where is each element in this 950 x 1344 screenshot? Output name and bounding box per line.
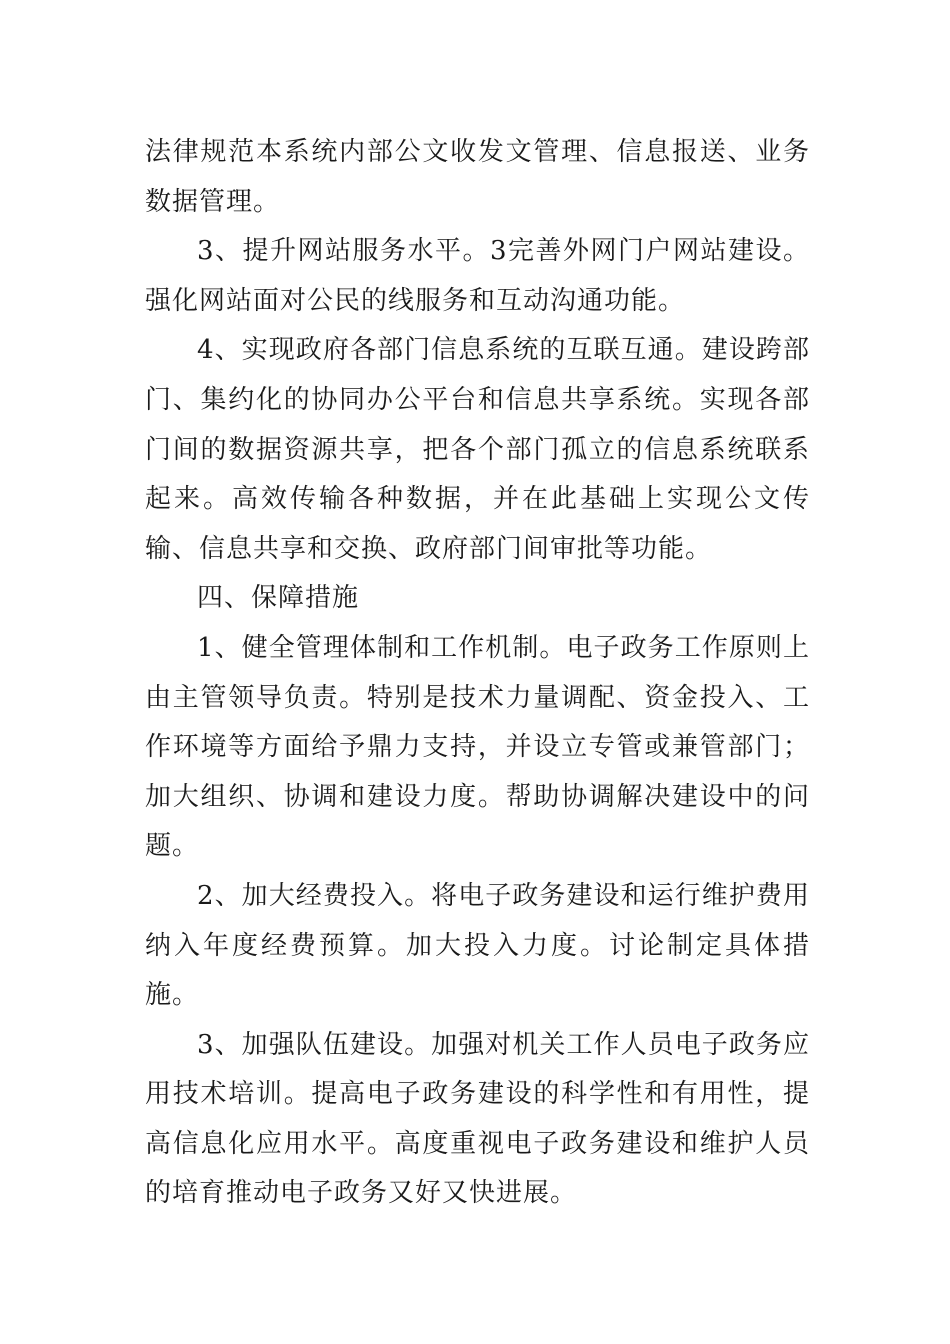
document-body — [145, 128, 810, 1219]
paragraph-item-3-website: 3、提升网站服务水平。3完善外网门户网站建设。强化网站面对公民的线服务和互动沟通功能。 — [145, 236, 810, 316]
paragraph-item-4-interconnection: 4、实现政府各部门信息系统的互联互通。建设跨部门、集约化的协同办公平台和信息共享系统。实现各部门间的数据资源共享，把各个部门孤立的信息系统联系起来。高效传输各种数据，并在此基础上实现公文传输、信息共享和交换、政府部门间审批等功能。 — [145, 335, 810, 564]
paragraph-continuation: 法律规范本系统内部公文收发文管理、信息报送、业务数据管理。 — [145, 137, 810, 217]
paragraph-safeguard-2: 2、加大经费投入。将电子政务建设和运行维护费用纳入年度经费预算。加大投入力度。讨论制定具体措施。 — [145, 880, 810, 1011]
section-heading-safeguards: 四、保障措施 — [197, 583, 360, 614]
paragraph-safeguard-3: 3、加强队伍建设。加强对机关工作人员电子政务应用技术培训。提高电子政务建设的科学性和有用性，提高信息化应用水平。高度重视电子政务建设和维护人员的培育推动电子政务又好又快进展。 — [145, 1029, 810, 1209]
paragraph-safeguard-1: 1、健全管理体制和工作机制。电子政务工作原则上由主管领导负责。特别是技术力量调配、资金投入、工作环境等方面给予鼎力支持，并设立专管或兼管部门；加大组织、协调和建设力度。帮助协调解决建设中的问题。 — [145, 632, 810, 862]
